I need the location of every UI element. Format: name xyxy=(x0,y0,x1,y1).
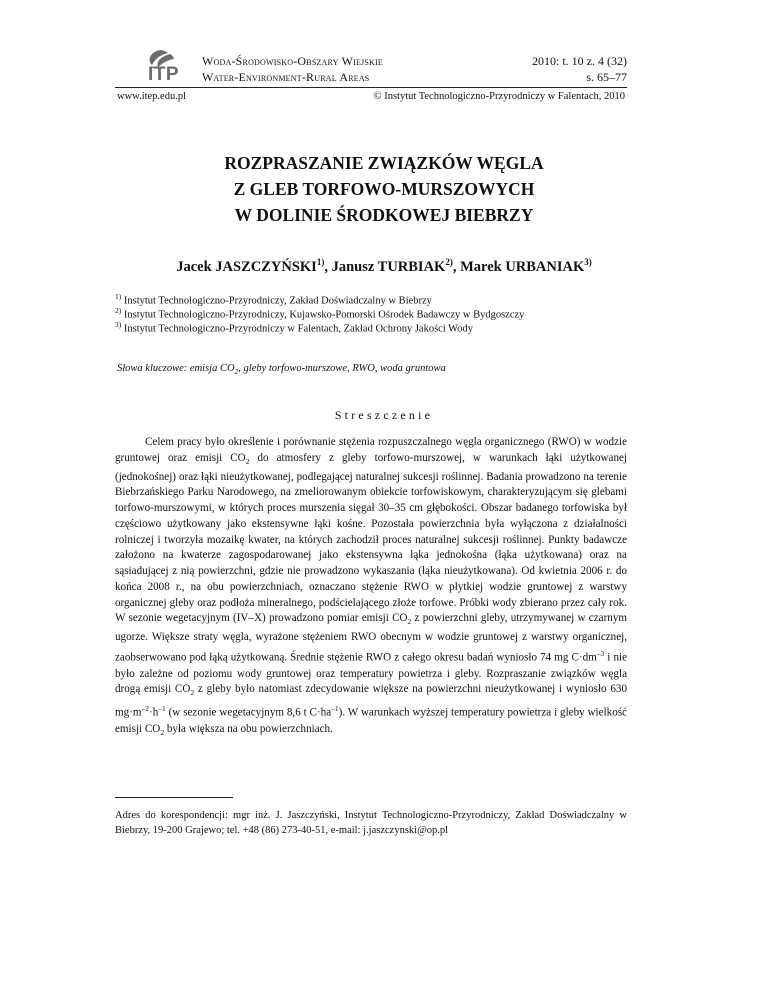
co2-subscript: 2 xyxy=(245,456,250,466)
journal-title-pl: Woda-Środowisko-Obszary Wiejskie xyxy=(202,54,383,68)
journal-title-en: Water-Environment-Rural Areas xyxy=(202,70,370,84)
header-rule xyxy=(115,87,627,88)
affiliation-text: Instytut Technologiczno-Przyrodniczy, Kujawsko-Pomorski Ośrodek Badawczy w Bydgoszczy xyxy=(123,309,525,321)
paper-title-line-3: W DOLINIE ŚRODKOWEJ BIEBRZY xyxy=(234,205,534,225)
co2-subscript: 2 xyxy=(190,688,195,698)
author-name: Jacek JASZCZYŃSKI xyxy=(176,258,317,275)
affiliation-marker: 3) xyxy=(115,320,122,329)
keywords-prefix: Słowa kluczowe: emisja CO xyxy=(117,363,235,374)
author-affiliation-marker: 1) xyxy=(316,257,325,267)
affiliation-2 xyxy=(115,306,524,321)
affiliation-3 xyxy=(115,320,473,335)
keywords-subscript: 2 xyxy=(234,367,239,377)
keywords-rest: , gleby torfowo-murszowe, RWO, woda gruntowa xyxy=(238,363,446,374)
unit-exponent: –1 xyxy=(331,704,339,714)
affiliation-text: Instytut Technologiczno-Przyrodniczy, Zakład Doświadczalny w Biebrzy xyxy=(123,295,432,307)
logo-text: ITP xyxy=(148,64,180,85)
unit-exponent: –2 xyxy=(141,704,149,714)
author-list xyxy=(0,257,768,276)
abstract-text: i nie było zależne od poziomu wody gruntowej oraz temperatury powietrza i gleby. Rozpraszanie związków węgla drogą emisji CO xyxy=(115,651,627,696)
abstract-text: Celem pracy było określenie i porównanie stężenia rozpuszczalnego węgla organicznego (RWO) w wodzie gruntowej oraz emisji CO xyxy=(115,436,627,464)
page-range: s. 65–77 xyxy=(586,70,627,84)
author-name: Marek URBANIAK xyxy=(460,258,585,275)
abstract-text: z powierzchni gleby, utrzymywanej w czarnym ugorze. Większe straty węgla, wyrażone stężeniem RWO obecnym w wodzie gruntowej z warstwy organicznej, zaobserwowano pod łąką użytkowaną. Średnie stężenie RWO z całego okresu badań wyniosło 74 mg C·dm xyxy=(115,612,627,664)
co2-subscript: 2 xyxy=(407,617,412,627)
abstract-body xyxy=(115,435,627,741)
journal-url[interactable]: www.itep.edu.pl xyxy=(117,91,187,102)
author-separator: , xyxy=(324,258,332,275)
paper-title-line-2: Z GLEB TORFOWO-MURSZOWYCH xyxy=(233,179,535,199)
author-separator: , xyxy=(452,258,461,275)
abstract-heading: Streszczenie xyxy=(334,408,434,422)
co2-subscript: 2 xyxy=(160,728,165,737)
footnote-rule xyxy=(115,797,233,798)
abstract-text: z gleby było natomiast zdecydowanie większe na powierzchni nieużytkowanej i wyniosło 630 mg·m xyxy=(115,683,628,720)
itp-logo xyxy=(146,48,202,84)
affiliation-text: Instytut Technologiczno-Przyrodniczy w Falentach, Zakład Ochrony Jakości Wody xyxy=(123,323,473,335)
unit-exponent: –1 xyxy=(158,704,166,714)
affiliation-marker: 2) xyxy=(115,306,122,315)
copyright-notice: © Instytut Technologiczno-Przyrodniczy w Falentach, 2010 xyxy=(373,91,625,102)
abstract-text: do atmosfery z gleby torfowo-murszowej, w warunkach łąki użytkowanej (jednokośnej) oraz łąki nieużytkowanej, podlegającej naturalnej sukcesji roślinnej. Badania prowadzono na terenie Biebrzańskiego Parku Narodowego, na zmeliorowanym obiekcie torfowiskowym, charakteryzującym się glebami torfowo-murszowymi, w których proces murszenia sięgał 30–35 cm głębokości. Obszar badanego torfowiska był częściowo użytkowany jako ekstensywne łąki kośne. Pozostała powierzchnia była wyłączona z działalności rolniczej i tworzyła mozaikę kwater, na których zachodził proces naturalnej sukcesji roślinnej. Punkty badawcze założono na kwaterze zagospodarowanej jako ekstensywna łąka jednokośna (łąka użytkowana) oraz na sąsiadującej z nią powierzchni, gdzie nie prowadzono wykaszania (łąka nieużytkowana). Od kwietnia 2006 r. do końca 2008 r., na obu powierzchniach, oznaczano stężenie RWO w płytkiej wodzie gruntowej z warstwy organicznej gleby oraz podłoża mineralnego, podścielającego złoże torfowe. Próbki wody zbierano przez cały rok. W sezonie wegetacyjnym (IV–X) prowadzono pomiar emisji CO xyxy=(115,451,628,625)
affiliation-1 xyxy=(115,292,432,307)
author-affiliation-marker: 3) xyxy=(584,257,592,267)
abstract-text: była większa na obu powierzchniach. xyxy=(164,722,333,735)
paper-title-line-1: ROZPRASZANIE ZWIĄZKÓW WĘGLA xyxy=(224,153,544,173)
correspondence-address: Adres do korespondencji: mgr inż. J. Jaszczyński, Instytut Technologiczno-Przyrodniczy, Zakład Doświadczalny w Biebrzy, 19-200 Grajewo; tel. +48 (86) 273-40-51, e-mail: j.jaszczynski@op.pl xyxy=(115,810,627,836)
volume-info: 2010: t. 10 z. 4 (32) xyxy=(532,54,627,68)
author-affiliation-marker: 2) xyxy=(445,257,453,267)
unit-exponent: –3 xyxy=(596,649,605,659)
affiliation-marker: 1) xyxy=(115,292,122,301)
keywords xyxy=(117,363,446,376)
abstract-text: ·h xyxy=(149,707,159,720)
author-name: Janusz TURBIAK xyxy=(331,258,446,275)
abstract-text: (w sezonie wegetacyjnym 8,6 t C·ha xyxy=(165,707,332,720)
abstract-text: ). W warunkach wyższej temperatury powietrza i gleby wielkość emisji CO xyxy=(115,707,627,735)
